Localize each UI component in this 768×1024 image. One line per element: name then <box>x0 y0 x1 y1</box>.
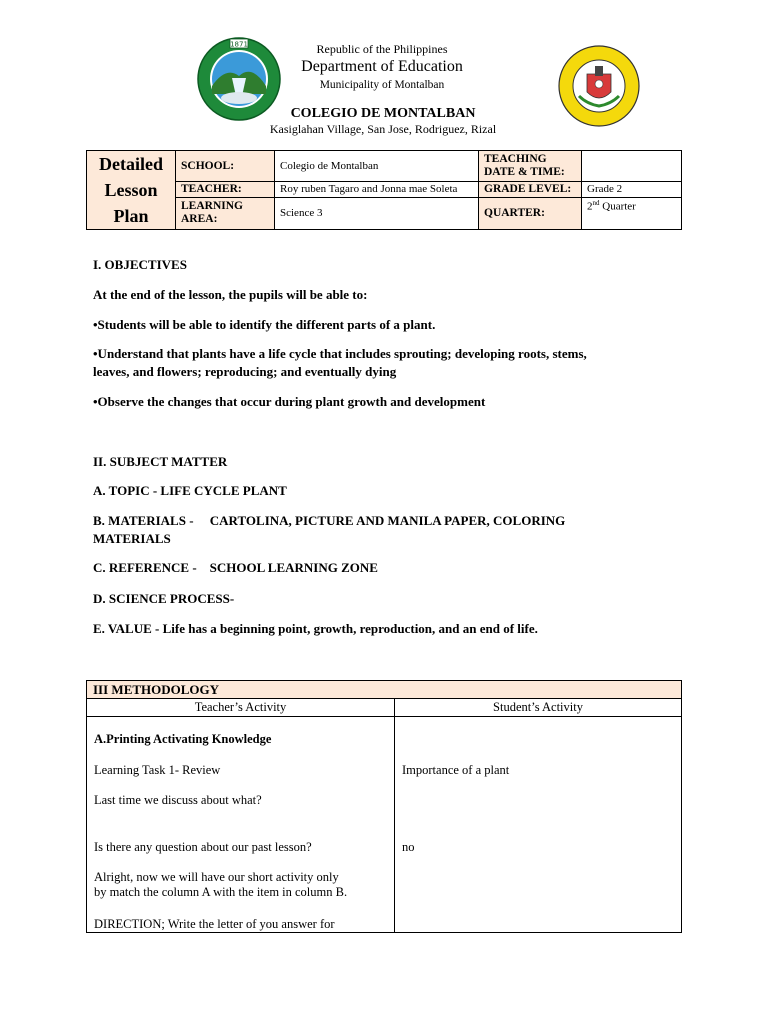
student-answer-2: no <box>402 840 415 854</box>
objectives-heading: I. OBJECTIVES <box>93 257 187 272</box>
subject-matter-heading: II. SUBJECT MATTER <box>93 454 228 469</box>
science-process-line: D. SCIENCE PROCESS- <box>93 591 235 606</box>
learning-area-value: Science 3 <box>275 197 479 229</box>
grade-level-value: Grade 2 <box>582 182 682 198</box>
school-name: COLEGIO DE MONTALBAN <box>290 106 476 121</box>
school-address: Kasiglahan Village, San Jose, Rodriguez, Rizal <box>269 122 497 136</box>
topic-line: A. TOPIC - LIFE CYCLE PLANT <box>93 483 287 498</box>
school-value: Colegio de Montalban <box>275 151 479 182</box>
teacher-direction: DIRECTION; Write the letter of you answer for <box>94 917 335 931</box>
student-answer-1: Importance of a plant <box>402 763 510 777</box>
quarter-value: 2nd Quarter <box>582 197 682 229</box>
teacher-activity-cell <box>87 717 395 933</box>
teacher-question-2: Is there any question about our past lesson? <box>94 840 312 854</box>
objective-item-2: •Understand that plants have a life cycle that includes sprouting; developing roots, stems, leaves, and flowers; reproducing; and eventually dying <box>93 346 587 379</box>
grade-level-label: GRADE LEVEL: <box>479 182 582 198</box>
teacher-label: TEACHER: <box>176 182 275 198</box>
teaching-date-label: TEACHING DATE & TIME: <box>479 151 582 182</box>
objectives-intro: At the end of the lesson, the pupils will be able to: <box>93 287 368 302</box>
student-activity-cell <box>395 717 682 933</box>
lesson-plan-title: Detailed Lesson Plan <box>87 151 176 230</box>
municipality-line: Municipality of Montalban <box>319 79 445 91</box>
teaching-date-value <box>582 151 682 182</box>
school-label: SCHOOL: <box>176 151 275 182</box>
learning-task: Learning Task 1- Review <box>94 763 221 777</box>
reference-line: C. REFERENCE - SCHOOL LEARNING ZONE <box>93 560 378 575</box>
teacher-activity-header: Teacher’s Activity <box>87 699 395 717</box>
activity-section-title: A.Printing Activating Knowledge <box>94 732 272 746</box>
teacher-value: Roy ruben Tagaro and Jonna mae Soleta <box>275 182 479 198</box>
methodology-heading: III METHODOLOGY <box>87 681 682 699</box>
republic-line: Republic of the Philippines <box>316 42 448 56</box>
quarter-label: QUARTER: <box>479 197 582 229</box>
student-activity-header: Student’s Activity <box>395 699 682 717</box>
lesson-info-table <box>86 150 682 230</box>
department-line: Department of Education <box>301 58 463 75</box>
objective-item-3: •Observe the changes that occur during plant growth and development <box>93 394 486 409</box>
objective-item-1: •Students will be able to identify the different parts of a plant. <box>93 317 436 332</box>
materials-line: B. MATERIALS - CARTOLINA, PICTURE AND MANILA PAPER, COLORING MATERIALS <box>93 513 566 546</box>
teacher-instruction: Alright, now we will have our short activity only by match the column A with the item in column B. <box>94 870 348 899</box>
learning-area-label: LEARNING AREA: <box>176 197 275 229</box>
teacher-question-1: Last time we discuss about what? <box>94 793 262 807</box>
value-line: E. VALUE - Life has a beginning point, growth, reproduction, and an end of life. <box>93 621 538 636</box>
methodology-table <box>86 680 682 933</box>
svg-text:1871: 1871 <box>230 40 248 49</box>
